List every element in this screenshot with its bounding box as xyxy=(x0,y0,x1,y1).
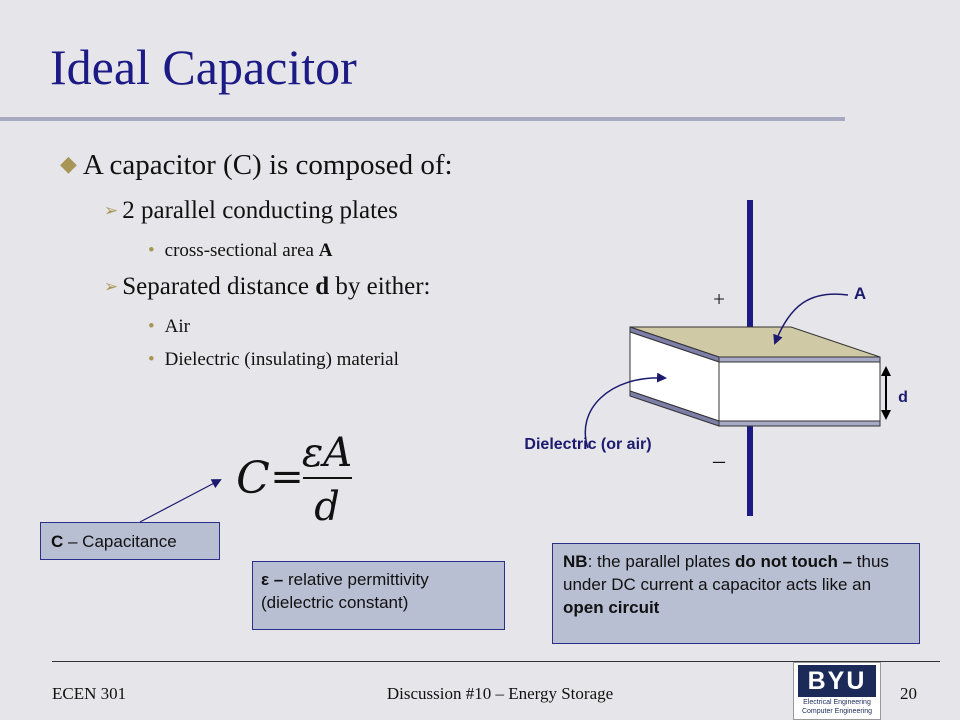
main-bullet-symbol: C xyxy=(232,149,253,181)
byu-logo-sub2: Computer Engineering xyxy=(801,708,873,715)
bottom-plate-front xyxy=(719,421,880,426)
nb-box-bold2: open circuit xyxy=(563,597,660,617)
dielectric-front xyxy=(719,362,880,421)
nb-box xyxy=(552,543,920,644)
main-bullet-paren-open: ( xyxy=(223,149,233,181)
distance-label: d xyxy=(898,389,908,406)
byu-logo-sub1: Electrical Engineering xyxy=(803,699,871,706)
main-bullet-text-pre: A capacitor xyxy=(82,149,224,181)
main-bullet-paren-close: ) xyxy=(252,149,262,181)
nb-box-bold1: do not touch – xyxy=(734,552,853,571)
area-label: A xyxy=(853,284,867,303)
dot-bullet-icon: • xyxy=(148,349,155,370)
formula-numerator: εA xyxy=(301,430,353,476)
dot-bullet-icon: • xyxy=(148,240,155,261)
item-area-text: cross-sectional area xyxy=(164,240,319,261)
item-air-text: Air xyxy=(164,316,190,337)
item-area-symbol: A xyxy=(318,240,333,261)
capacitance-box xyxy=(40,522,220,560)
main-bullet-text-post: is composed of: xyxy=(261,149,453,181)
minus-sign: – xyxy=(713,448,725,474)
sub-bullet-separation-post: by either: xyxy=(329,273,431,300)
permittivity-box xyxy=(252,561,505,630)
dielectric-label: Dielectric (or air) xyxy=(524,436,652,453)
sub-bullet-separation-symbol: d xyxy=(315,273,330,300)
byu-logo xyxy=(793,662,881,720)
capacitance-box-symbol: C xyxy=(51,532,64,551)
formula-denominator: d xyxy=(314,484,340,530)
footer-page-number: 20 xyxy=(900,684,917,703)
footer-title: Discussion #10 – Energy Storage xyxy=(386,684,614,703)
nb-box-prefix: NB xyxy=(563,552,588,571)
footer-course: ECEN 301 xyxy=(52,684,127,703)
sub-bullet-separation-pre: Separated distance xyxy=(122,273,316,300)
slide-title: Ideal Capacitor xyxy=(50,39,357,95)
plus-sign: + xyxy=(713,287,725,311)
sub-bullet-plates-text: 2 parallel conducting plates xyxy=(122,197,398,224)
nb-box-text1: : the parallel plates xyxy=(587,552,735,571)
diamond-bullet-icon: ◆ xyxy=(60,152,77,177)
arrow-bullet-icon: ➢ xyxy=(104,201,119,221)
capacitance-formula xyxy=(236,430,352,530)
permittivity-box-line1: relative permittivity xyxy=(283,570,429,589)
formula-lhs: C xyxy=(236,453,270,504)
item-dielectric-text: Dielectric (insulating) material xyxy=(164,349,399,370)
arrow-bullet-icon: ➢ xyxy=(104,277,119,297)
formula-equals: = xyxy=(270,454,304,500)
byu-logo-text: BYU xyxy=(798,665,876,697)
capacitance-box-text: – Capacitance xyxy=(63,532,177,551)
top-plate-front xyxy=(719,357,880,362)
permittivity-box-line2: (dielectric constant) xyxy=(261,592,409,612)
permittivity-box-symbol: ε – xyxy=(261,570,284,589)
nb-box-text2: thus under DC current a capacitor acts like an xyxy=(563,552,889,594)
dot-bullet-icon: • xyxy=(148,316,155,337)
capacitance-pointer-arrow xyxy=(140,480,220,522)
